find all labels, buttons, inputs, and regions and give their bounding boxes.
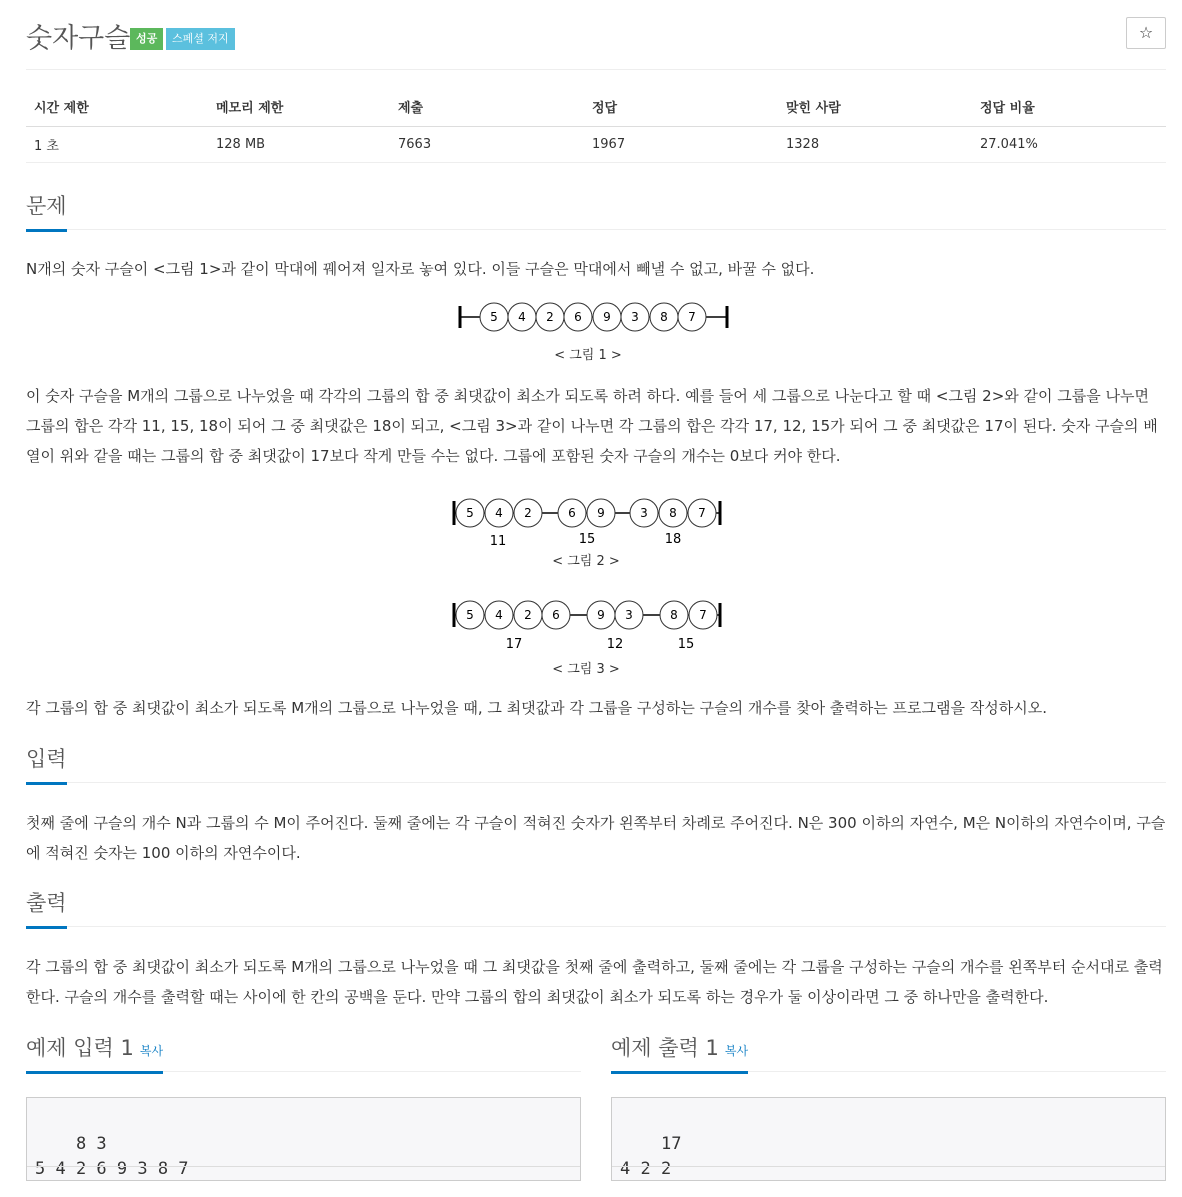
- sample-output-heading-row: [611, 1032, 1166, 1072]
- figure-3-bead-label-4: 6: [552, 608, 560, 622]
- figure-1-bead-label-1: 5: [490, 310, 498, 324]
- figure-2-bead-label-2: 4: [495, 506, 503, 520]
- figure-1-bead-label-4: 6: [574, 310, 582, 324]
- figure-1: [450, 298, 740, 338]
- info-header-accepted: 정답: [584, 88, 778, 126]
- info-solvers: 1328: [778, 126, 972, 162]
- figure-3-sum-3: 15: [677, 637, 695, 652]
- figure-3: [446, 596, 736, 654]
- figure-2-bead-label-8: 7: [698, 506, 706, 520]
- input-heading: 입력: [26, 743, 67, 785]
- star-icon: ☆: [1138, 23, 1154, 42]
- sample-output-footer: [612, 1166, 1165, 1180]
- statement-paragraph-3: 각 그룹의 합 중 최댓값이 최소가 되도록 M개의 그룹으로 나누었을 때, 그 최댓값과 각 그룹을 구성하는 구슬의 개수를 찾아 출력하는 프로그램을 작성하시오.: [26, 699, 1047, 717]
- output-heading: 출력: [26, 887, 67, 929]
- sample-input-footer: [27, 1166, 580, 1180]
- figure-2-bead-label-4: 6: [568, 506, 576, 520]
- figure-3-bead-label-8: 7: [699, 608, 707, 622]
- sample-output-box[interactable]: [611, 1097, 1166, 1181]
- figure-2-bead-label-3: 2: [524, 506, 532, 520]
- figure-1-bead-label-8: 7: [688, 310, 696, 324]
- figure-1-bead-label-7: 8: [660, 310, 668, 324]
- figure-3-bead-label-5: 9: [597, 608, 605, 622]
- figure-1-caption: < 그림 1 >: [554, 348, 622, 363]
- info-header-memory-limit: 메모리 제한: [208, 88, 390, 126]
- info-header-submissions: 제출: [390, 88, 584, 126]
- sample-input-heading-row: [26, 1032, 581, 1072]
- output-section-heading: [26, 887, 1166, 927]
- figure-2-bead-label-5: 9: [597, 506, 605, 520]
- status-badge-success: 성공: [130, 28, 163, 50]
- info-accepted: 1967: [584, 126, 778, 162]
- copy-input-button[interactable]: 복사: [139, 1044, 164, 1058]
- sample-output-heading: [611, 1032, 748, 1074]
- info-header-ratio: 정답 비율: [972, 88, 1166, 126]
- info-header-row: [26, 88, 1166, 126]
- figure-1-bead-label-6: 3: [631, 310, 639, 324]
- figure-2: [446, 494, 736, 550]
- figure-2-sum-3: 18: [664, 532, 682, 547]
- info-submissions: 7663: [390, 126, 584, 162]
- info-ratio: 27.041%: [972, 126, 1166, 162]
- info-header-solvers: 맞힌 사람: [778, 88, 972, 126]
- sample-output-title: 예제 출력 1: [611, 1036, 719, 1060]
- figure-1-bead-label-2: 4: [518, 310, 526, 324]
- figure-2-bead-label-6: 3: [640, 506, 648, 520]
- figure-3-sum-2: 12: [606, 637, 624, 652]
- problem-title: 숫자구슬: [26, 23, 131, 54]
- info-value-row: [26, 126, 1166, 162]
- problem-heading: 문제: [26, 190, 67, 232]
- figure-3-bead-label-1: 5: [466, 608, 474, 622]
- problem-info-table: [26, 88, 1166, 163]
- problem-header: [26, 14, 1166, 70]
- info-time-limit: 1 초: [26, 126, 208, 162]
- figure-2-sum-1: 11: [489, 534, 507, 549]
- info-memory-limit: 128 MB: [208, 126, 390, 162]
- info-header-time-limit: 시간 제한: [26, 88, 208, 126]
- sample-input-box[interactable]: [26, 1097, 581, 1181]
- figure-3-bead-label-3: 2: [524, 608, 532, 622]
- statement-paragraph-2: 이 숫자 구슬을 M개의 그룹으로 나누었을 때 각각의 그룹의 합 중 최댓값이 최소가 되도록 하려 하다. 예를 들어 세 그룹으로 나눈다고 할 때 <그림 2>와 같이 그룹을 나누면 그룹의 합은 각각 11, 15, 18이 되어 그 중 최댓값은 18이 되고, <그림 3>과 같이 나누면 각 그룹의 합은 각각 17, 12, 15가 되어 그 중 최댓값은 17이 된다. 숫자 구슬의 배열이 위와 같을 때는 그룹의 합 중 최댓값이 17보다 작게 만들 수는 없다. 그룹에 포함된 숫자 구슬의 개수는 0보다 커야 한다.: [26, 387, 1158, 465]
- input-section-heading: [26, 743, 1166, 783]
- problem-section-heading: [26, 190, 1166, 230]
- sample-input-title: 예제 입력 1: [26, 1036, 134, 1060]
- figure-3-bead-label-2: 4: [495, 608, 503, 622]
- figure-3-bead-label-6: 3: [625, 608, 633, 622]
- sample-output-text: 17 4 2 2: [620, 1134, 682, 1179]
- figure-2-bead-label-7: 8: [669, 506, 677, 520]
- figure-3-bead-label-7: 8: [670, 608, 678, 622]
- statement-paragraph-1: N개의 숫자 구슬이 <그림 1>과 같이 막대에 꿰어져 일자로 놓여 있다. 이들 구슬은 막대에서 빼낼 수 없고, 바꿀 수 없다.: [26, 260, 815, 278]
- figure-3-sum-1: 17: [505, 637, 523, 652]
- input-description: 첫째 줄에 구슬의 개수 N과 그룹의 수 M이 주어진다. 둘째 줄에는 각 구슬이 적혀진 숫자가 왼쪽부터 차례로 주어진다. N은 300 이하의 자연수, M은 N이하의 자연수이며, 구슬에 적혀진 숫자는 100 이하의 자연수이다.: [26, 814, 1166, 862]
- figure-1-bead-label-5: 9: [603, 310, 611, 324]
- figure-3-caption: < 그림 3 >: [552, 662, 620, 677]
- figure-1-bead-label-3: 2: [546, 310, 554, 324]
- status-badge-special-judge: 스페셜 저지: [166, 28, 235, 50]
- star-button[interactable]: [1126, 17, 1166, 49]
- sample-input-text: 8 3 5 4 2 6 9 3 8 7: [35, 1134, 189, 1179]
- figure-2-sum-2: 15: [578, 532, 596, 547]
- figure-2-caption: < 그림 2 >: [552, 554, 620, 569]
- output-description: 각 그룹의 합 중 최댓값이 최소가 되도록 M개의 그룹으로 나누었을 때 그 최댓값을 첫째 줄에 출력하고, 둘째 줄에는 각 그룹을 구성하는 구슬의 개수를 왼쪽부터 순서대로 출력한다. 구슬의 개수를 출력할 때는 사이에 한 칸의 공백을 둔다. 만약 그룹의 합의 최댓값이 최소가 되도록 하는 경우가 둘 이상이라면 그 중 하나만을 출력한다.: [26, 958, 1163, 1006]
- figure-2-bead-label-1: 5: [466, 506, 474, 520]
- sample-input-heading: [26, 1032, 163, 1074]
- copy-output-button[interactable]: 복사: [724, 1044, 749, 1058]
